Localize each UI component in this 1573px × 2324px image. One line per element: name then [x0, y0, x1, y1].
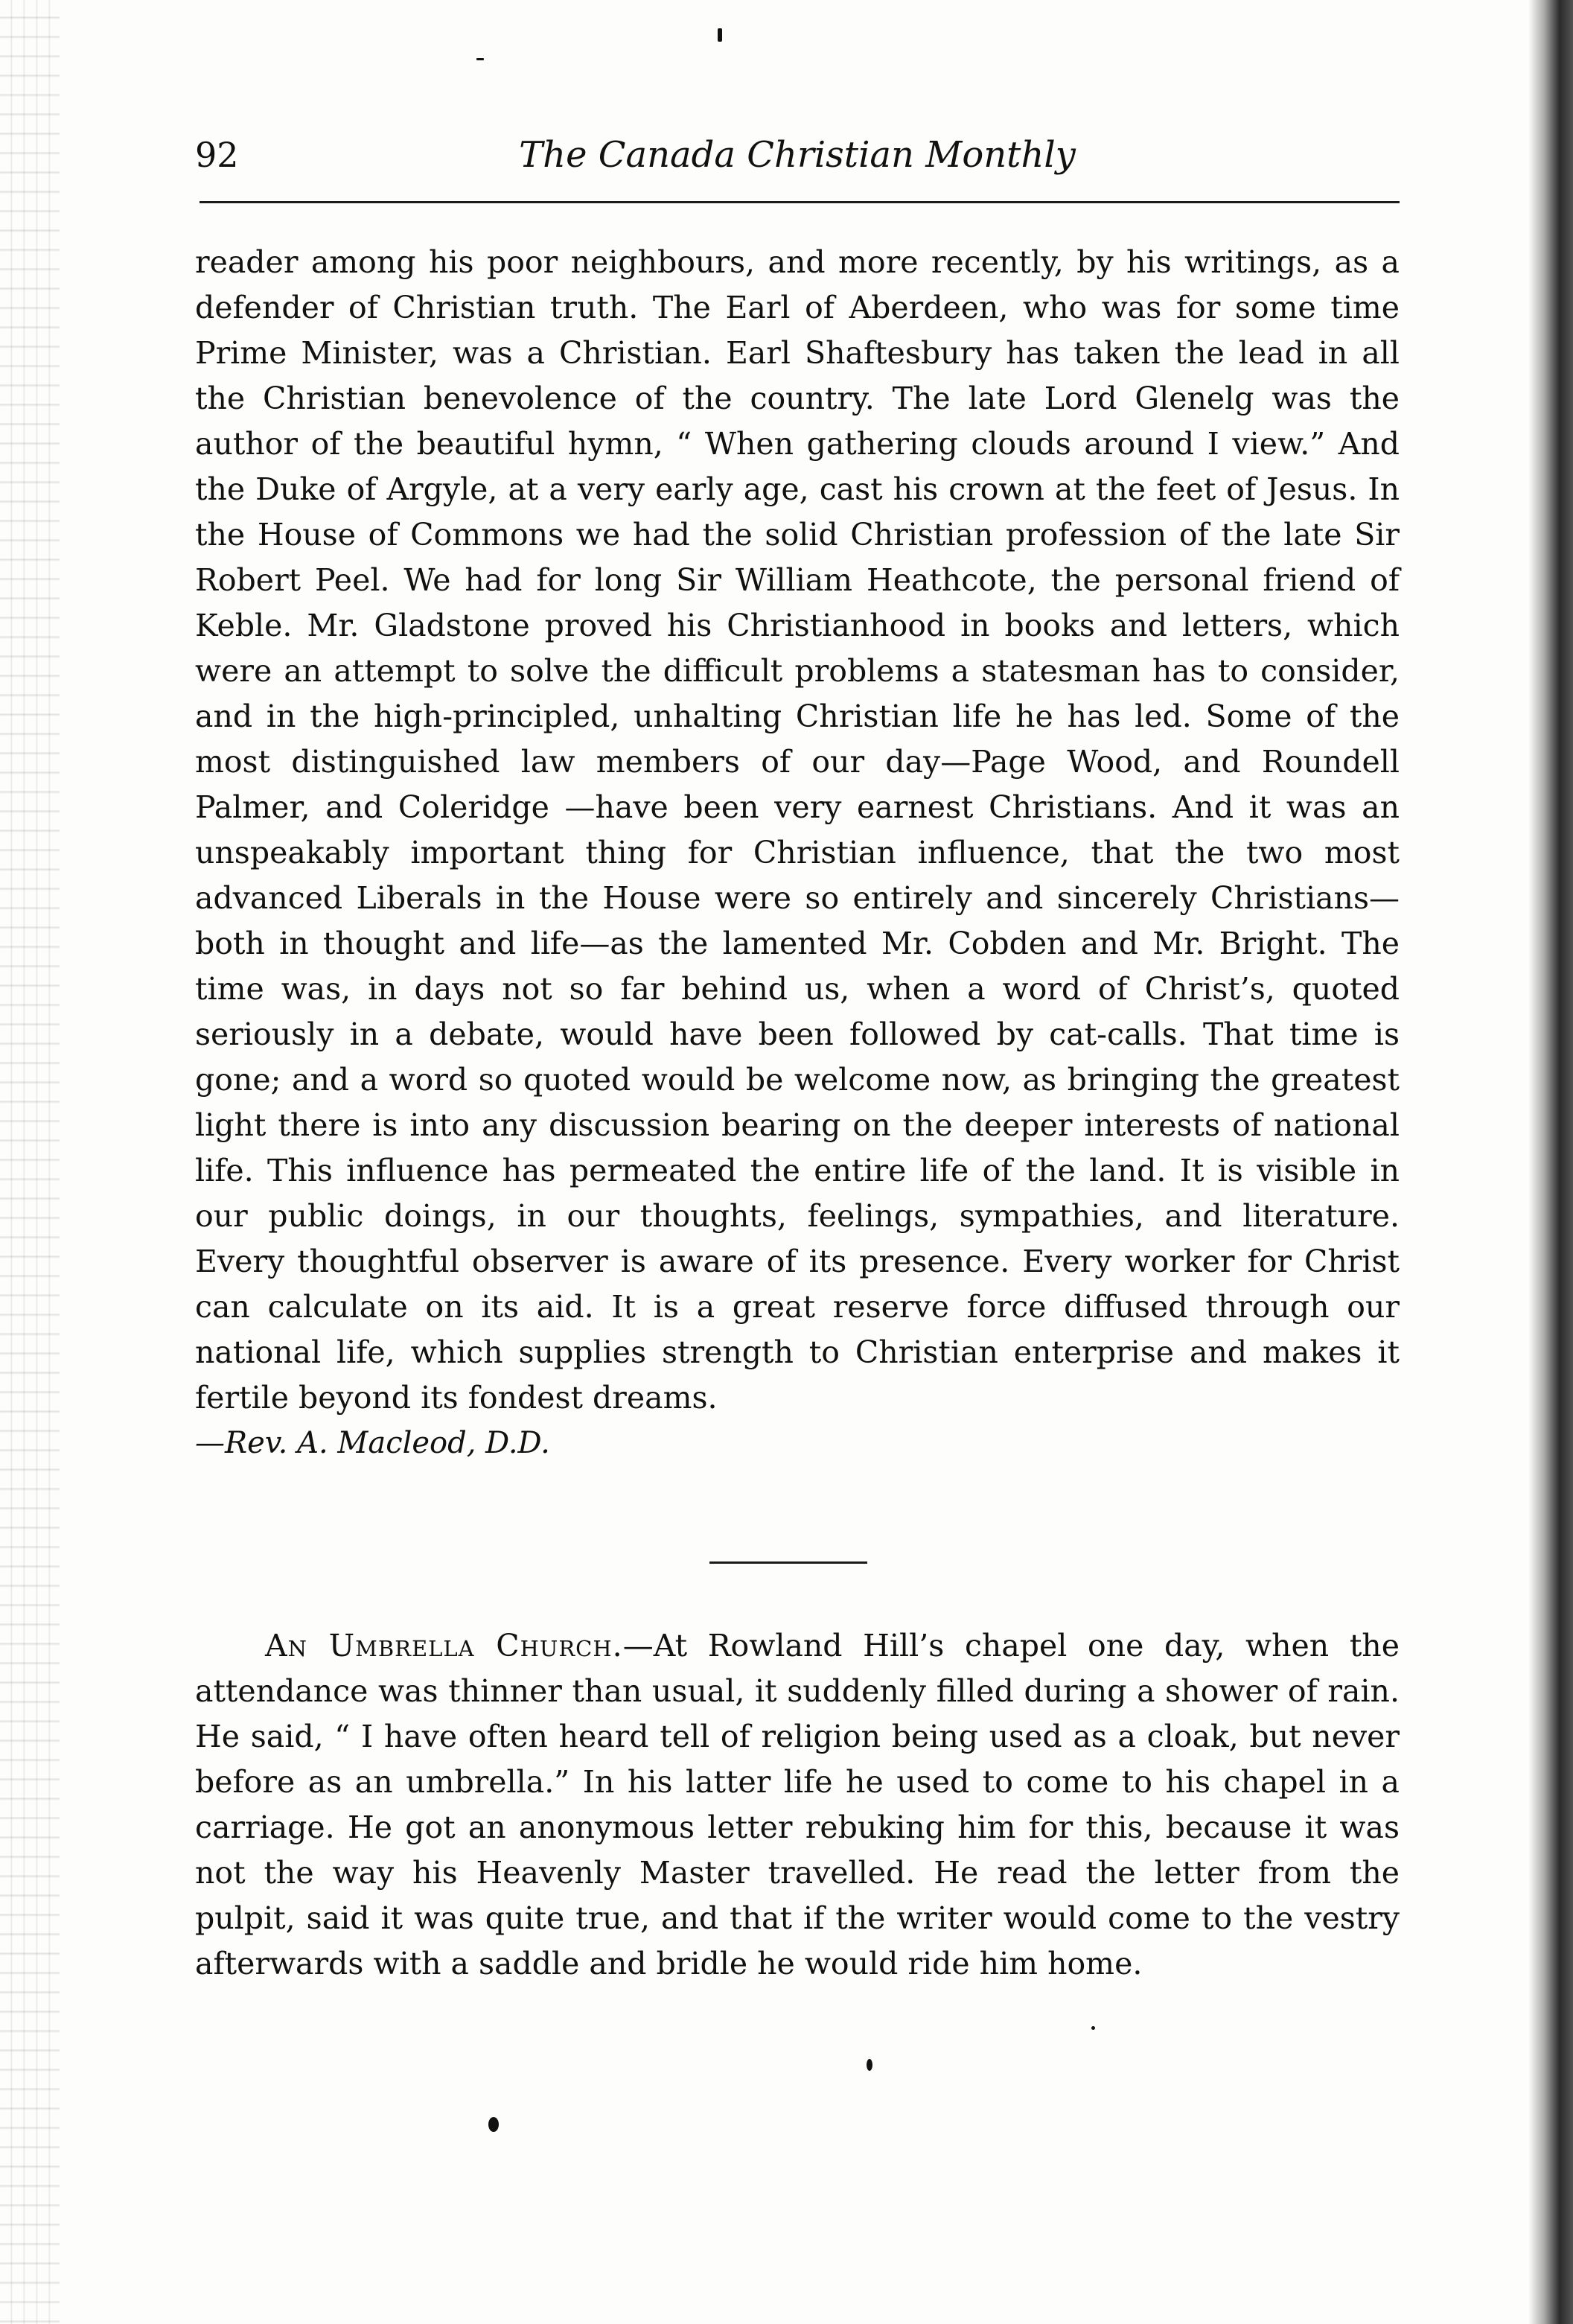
- article-heading: An Umbrella Church.: [265, 1628, 623, 1664]
- article-body: —At Rowland Hill’s chapel one day, when the attendance was thinner than usual, it suddenly filled during a shower of rain. He said, “ I have often heard tell of religion being used as a cloak, but never before as an umbrella.” In his latter life he used to come to his chapel in a carriage. He got an anonymous letter rebuking him for this, because it was not the way his Heavenly Master travelled. He read the letter from the pulpit, said it was quite true, and that if the writer would come to the vestry afterwards with a saddle and bridle he would ride him home.: [195, 1628, 1400, 1981]
- article-macleod: [195, 240, 1400, 1466]
- scan-left-edge: [0, 0, 60, 2324]
- running-title: The Canada Christian Monthly: [519, 134, 1076, 176]
- ink-speck: [476, 58, 484, 60]
- ink-speck: [488, 2117, 499, 2132]
- header-rule: [200, 201, 1400, 203]
- page-header: [195, 125, 1400, 185]
- ink-speck: [1091, 2026, 1095, 2030]
- page-number: 92: [195, 135, 239, 175]
- article-paragraph: [195, 1623, 1400, 1987]
- ink-speck: [718, 28, 722, 42]
- article-attribution: —Rev. A. Macleod, D.D.: [195, 1426, 550, 1460]
- section-divider: [709, 1561, 867, 1564]
- article-umbrella-church: [195, 1623, 1400, 1987]
- scan-binding-shadow: [1528, 0, 1573, 2324]
- ink-speck: [867, 2059, 872, 2071]
- article-body: reader among his poor neighbours, and more recently, by his writings, as a defender of Christian truth. The Earl of Aberdeen, who was for some time Prime Minister, was a Christian. Earl Shaftesbury has taken the lead in all the Christian benevolence of the country. The late Lord Glenelg was the author of the beautiful hymn, “ When gathering clouds around I view.” And the Duke of Argyle, at a very early age, cast his crown at the feet of Jesus. In the House of Commons we had the solid Christian profession of the late Sir Robert Peel. We had for long Sir William Heathcote, the personal friend of Keble. Mr. Gladstone proved his Christianhood in books and letters, which were an attempt to solve the difficult problems a statesman has to consider, and in the high-principled, unhalting Christian life he has led. Some of the most distinguished law members of our day—Page Wood, and Roundell Palmer, and Coleridge —have been very earnest Christians. And it was an unspeakably important thing for Christian influence, that the two most advanced Liberals in the House were so entirely and sincerely Christians—both in thought and life—as the lamented Mr. Cobden and Mr. Bright. The time was, in days not so far behind us, when a word of Christ’s, quoted seriously in a debate, would have been followed by cat-calls. That time is gone; and a word so quoted would be welcome now, as bringing the greatest light there is into any discussion bearing on the deeper interests of national life. This influence has permeated the entire life of the land. It is visible in our public doings, in our thoughts, feelings, sympathies, and literature. Every thoughtful observer is aware of its presence. Every worker for Christ can calculate on its aid. It is a great reserve force diffused through our national life, which supplies strength to Christian enterprise and makes it fertile beyond its fondest dreams.: [195, 244, 1400, 1416]
